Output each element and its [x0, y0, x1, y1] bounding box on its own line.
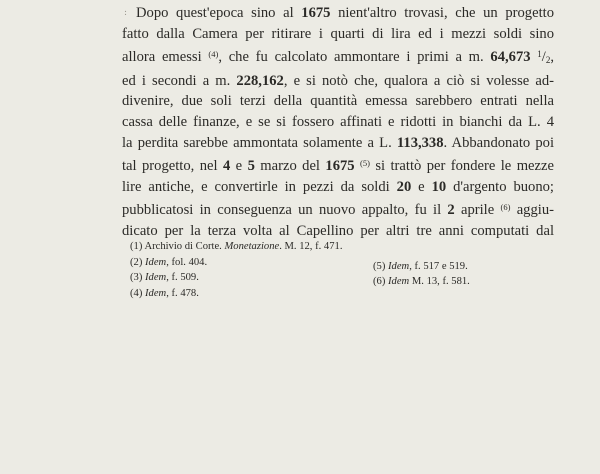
footnote-5: (5) Idem, f. 517 e 519.: [373, 260, 468, 272]
text-line: la perdita sarebbe ammontata solamente a L. 113,338. Abbandonato poi: [122, 134, 555, 151]
text-line: allora emessi $^{(4)}$, che fu calcolato ammontare i primi a m. 64,673 $^1$/2,: [122, 49, 555, 66]
text-line: ed i secondi a m. 228,162, e si notò che, qualora a ciò si volesse ad-: [122, 72, 554, 89]
margin-mark: :: [124, 8, 128, 18]
footnote-3: (3) Idem, f. 509.: [130, 272, 199, 284]
footnote-ref: (4): [208, 49, 219, 60]
text-line: lire antiche, e convertirle in pezzi da soldi 20 e 10 d'argento buono;: [122, 178, 554, 195]
text-line: cassa delle finanze, e se si fossero affinati e ridotti in bianchi da L. 4: [122, 113, 554, 130]
footnote-2: (2) Idem, fol. 404.: [130, 256, 208, 268]
body-paragraph: [122, 3, 554, 242]
footnote-ref: (5): [360, 158, 370, 169]
footnote-6: (6) Idem M. 13, f. 581.: [373, 276, 470, 288]
text-line: fatto dalla Camera per ritirare i quarti di lira ed i mezzi soldi sino: [122, 25, 554, 42]
text-line: Dopo quest'epoca sino al 1675 nient'altro trovasi, che un progetto: [136, 5, 554, 21]
text-line: pubblicatosi in conseguenza un nuovo appalto, fu il 2 aprile $^{(6)}$ aggiu-: [122, 202, 554, 219]
footnote-1: (1) Archivio di Corte. Monetazione. M. 12, f. 471.: [130, 241, 343, 252]
text-line: tal progetto, nel 4 e 5 marzo del 1675 $^{(5)}$ si trattò per fondere le mezze: [122, 158, 554, 175]
footnote-4: (4) Idem, f. 478.: [130, 288, 199, 300]
footnote-ref: (6): [500, 202, 511, 213]
text-line: dicato per la terza volta al Capellino per altri tre anni computati dal: [122, 222, 554, 239]
text-line: divenire, due soli terzi della quantità emessa sarebbero entrati nella: [122, 93, 554, 110]
